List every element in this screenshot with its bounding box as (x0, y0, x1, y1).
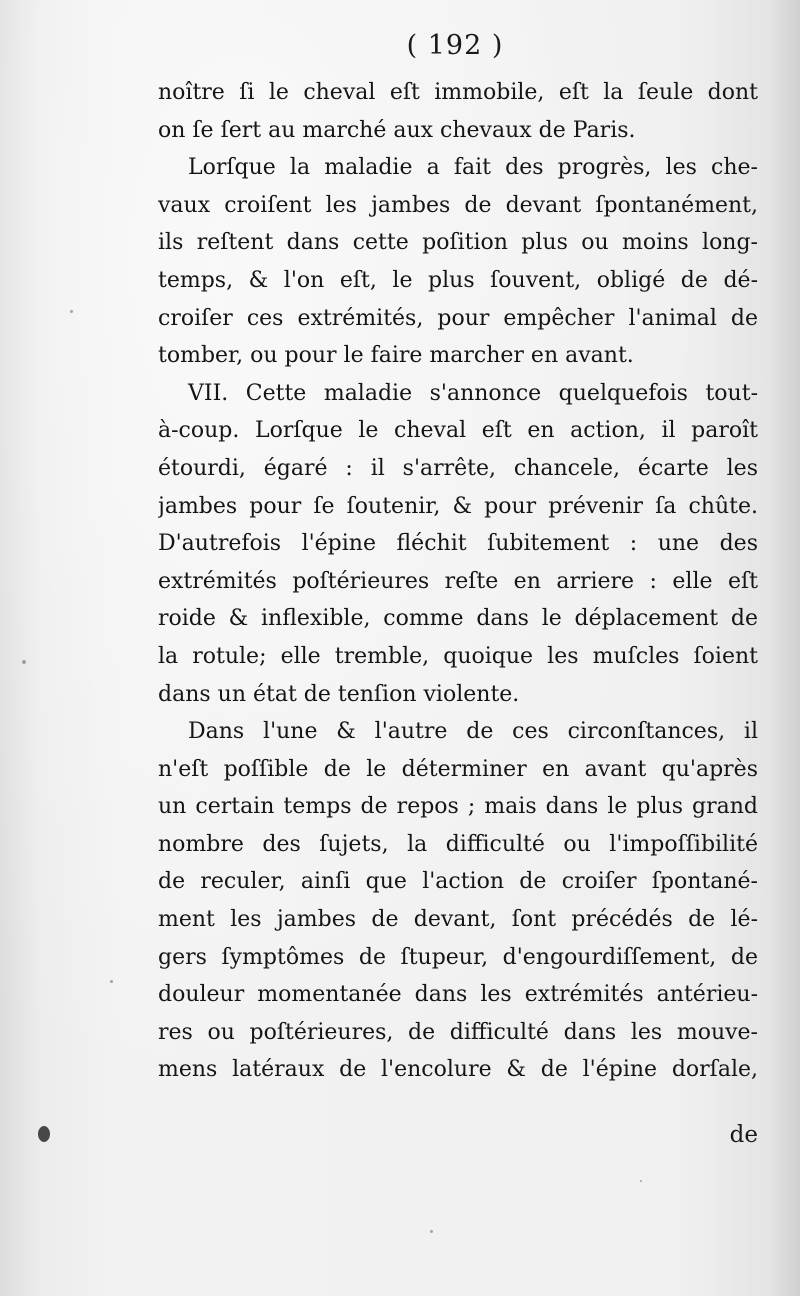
text-line: à-coup. Lorſque le cheval eſt en action, il paroît (158, 418, 758, 444)
text-line: n'eſt poſſible de le déterminer en avant qu'après (158, 756, 758, 782)
text-line: noître ſi le cheval eſt immobile, eſt la ſeule dont (158, 80, 758, 105)
paper-speck (70, 310, 73, 313)
paragraph-start-line: Dans l'une & l'autre de ces circonſtances, il (188, 719, 758, 745)
text-line: ment les jambes de devant, ſont précédés de lé- (158, 907, 758, 933)
text-line: étourdi, égaré : il s'arrête, chancele, écarte les (158, 455, 758, 481)
text-line: la rotule; elle tremble, quoique les muſcles ſoient (158, 643, 758, 669)
text-line: ils reſtent dans cette poſition plus ou moins long- (158, 230, 758, 256)
section-heading-line: VII. Cette maladie s'annonce quelquefois tout- (188, 380, 758, 406)
text-line: roide & inflexible, comme dans le déplacement de (158, 606, 758, 632)
text-line: mens latéraux de l'encolure & de l'épine dorſale, (158, 1057, 758, 1083)
text-line: dans un état de tenſion violente. (158, 681, 520, 707)
text-line: res ou poſtérieures, de difficulté dans les mouve- (158, 1019, 758, 1045)
text-line: jambes pour ſe ſoutenir, & pour prévenir ſa chûte. (158, 493, 758, 519)
text-line: tomber, ou pour le faire marcher en avant. (158, 343, 634, 369)
text-line: douleur momentanée dans les extrémités antérieu- (158, 982, 758, 1008)
text-line: nombre des ſujets, la difficulté ou l'impoſſibilité (158, 831, 758, 857)
text-line: un certain temps de repos ; mais dans le plus grand (158, 794, 758, 820)
text-line: croiſer ces extrémités, pour empêcher l'animal de (158, 305, 758, 331)
text-line: temps, & l'on eſt, le plus ſouvent, obligé de dé- (158, 267, 758, 293)
paper-speck (640, 1180, 642, 1182)
text-line: extrémités poſtérieures reſte en arriere : elle eſt (158, 568, 758, 594)
paragraph-start-line: Lorſque la maladie a fait des progrès, les che- (188, 155, 758, 181)
text-line: on ſe ſert au marché aux chevaux de Paris. (158, 117, 636, 143)
text-line: de reculer, ainſi que l'action de croiſer ſpontané- (158, 869, 758, 895)
text-line: gers ſymptômes de ſtupeur, d'engourdiſſement, de (158, 944, 758, 970)
page-number: ( 192 ) (406, 30, 504, 61)
catchword: de (729, 1122, 758, 1148)
paper-speck (110, 980, 113, 983)
paper-speck (430, 1230, 433, 1233)
text-line: vaux croiſent les jambes de devant ſpontanément, (158, 192, 758, 218)
ink-spot (38, 1126, 50, 1142)
body-text (158, 74, 758, 1089)
text-line: D'autrefois l'épine fléchit ſubitement : une des (158, 531, 758, 557)
paper-speck (22, 660, 26, 664)
